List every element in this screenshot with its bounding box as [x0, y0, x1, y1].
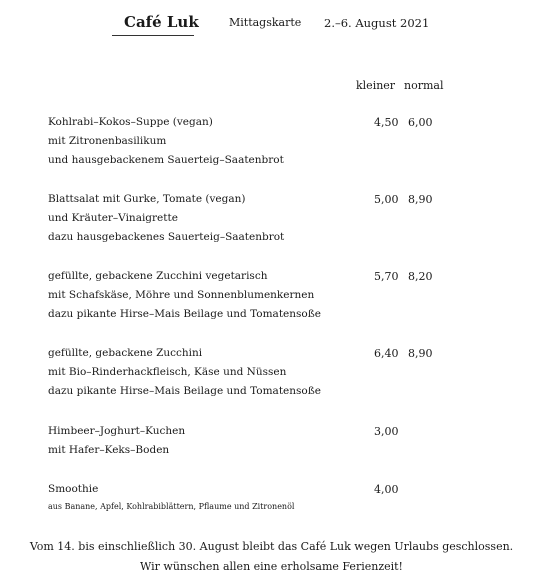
- menu-item: [48, 190, 348, 247]
- item-name: Kohlrabi–Kokos–Suppe (vegan): [48, 116, 213, 128]
- price-normal: 8,90: [408, 347, 433, 360]
- item-name: Blattsalat mit Gurke, Tomate (vegan): [48, 193, 246, 205]
- menu-item: [48, 480, 348, 515]
- item-description: dazu hausgebackenes Sauerteig–Saatenbrot: [48, 231, 285, 243]
- column-label-normal: normal: [404, 79, 444, 92]
- item-description: mit Zitronenbasilikum: [48, 135, 167, 147]
- item-description: dazu pikante Hirse–Mais Beilage und Tomatensoße: [48, 385, 321, 397]
- column-label-small: kleiner: [356, 79, 396, 92]
- menu-item: [48, 267, 348, 324]
- price-small: 3,00: [374, 425, 399, 438]
- price-small: 4,00: [374, 483, 399, 496]
- item-description: mit Hafer–Keks–Boden: [48, 444, 170, 456]
- menu-item: [48, 344, 348, 401]
- item-description: dazu pikante Hirse–Mais Beilage und Tomatensoße: [48, 308, 321, 320]
- item-description: mit Bio–Rinderhackfleisch, Käse und Nüssen: [48, 366, 287, 378]
- item-description: mit Schafskäse, Möhre und Sonnenblumenkernen: [48, 289, 315, 301]
- price-normal: 8,20: [408, 270, 433, 283]
- item-name: gefüllte, gebackene Zucchini: [48, 347, 203, 359]
- price-small: 5,70: [374, 270, 399, 283]
- price-normal: 8,90: [408, 193, 433, 206]
- item-name: Himbeer–Joghurt–Kuchen: [48, 425, 186, 437]
- menu-item: [48, 113, 348, 170]
- price-small: 6,40: [374, 347, 399, 360]
- price-normal: 6,00: [408, 116, 433, 129]
- title-underline: [112, 35, 194, 36]
- item-description: und hausgebackenem Sauerteig–Saatenbrot: [48, 154, 284, 166]
- price-small: 4,50: [374, 116, 399, 129]
- menu-date: 2.–6. August 2021: [324, 16, 430, 30]
- menu-subtitle: Mittagskarte: [229, 16, 302, 29]
- cafe-name: Café Luk: [124, 13, 199, 31]
- price-small: 5,00: [374, 193, 399, 206]
- item-description: und Kräuter–Vinaigrette: [48, 212, 178, 224]
- item-name: Smoothie: [48, 483, 99, 495]
- item-description: aus Banane, Apfel, Kohlrabiblättern, Pflaume und Zitronenöl: [48, 502, 295, 511]
- holiday-wish: Wir wünschen allen eine erholsame Ferienzeit!: [140, 560, 403, 573]
- menu-item: [48, 422, 348, 460]
- closing-notice: Vom 14. bis einschließlich 30. August bleibt das Café Luk wegen Urlaubs geschlossen.: [29, 540, 514, 553]
- item-name: gefüllte, gebackene Zucchini vegetarisch: [48, 270, 268, 282]
